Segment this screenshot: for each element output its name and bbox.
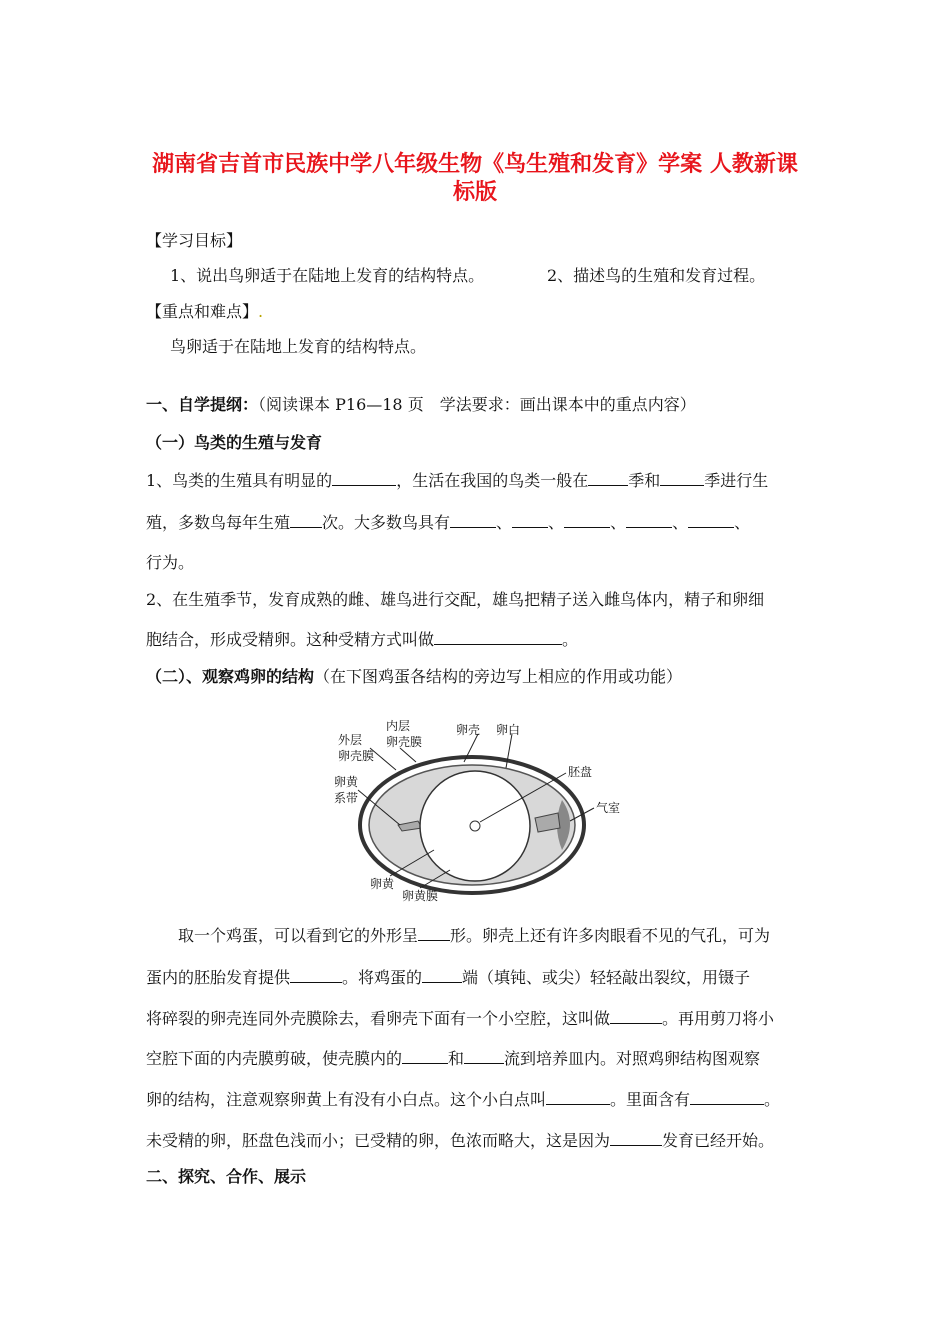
part1-q1-line1: 1、鸟类的生殖具有明显的 ，生活在我国的鸟类一般在 季和 季进行生	[146, 471, 769, 490]
label-disc: 胚盘	[568, 765, 593, 779]
germinal-disc	[470, 821, 480, 831]
blank[interactable]	[290, 968, 342, 983]
section2-heading: 二、探究、合作、展示	[146, 1167, 307, 1186]
blank[interactable]	[688, 513, 734, 528]
blank[interactable]	[660, 471, 704, 486]
goal-2: 2、描述鸟的生殖和发育过程。	[547, 266, 766, 285]
blank[interactable]	[626, 513, 672, 528]
blank[interactable]	[610, 1131, 662, 1146]
goals-header: 【学习目标】	[146, 231, 243, 250]
part2-heading: （二）、观察鸡卵的结构（在下图鸡蛋各结构的旁边写上相应的作用或功能）	[146, 667, 683, 686]
blank[interactable]	[422, 968, 462, 983]
para-line3: 将碎裂的卵壳连同外壳膜除去，看卵壳下面有一个小空腔，这叫做 。再用剪刀将小	[146, 1009, 775, 1028]
goal-1: 1、说出鸟卵适于在陆地上发育的结构特点。	[170, 266, 485, 285]
para-line4: 空腔下面的内壳膜剪破，使壳膜内的 和 流到培养皿内。对照鸡卵结构图观察	[146, 1049, 761, 1068]
label-inner1: 内层	[386, 719, 411, 733]
label-outer2: 卵壳膜	[338, 749, 375, 763]
blank[interactable]	[450, 513, 496, 528]
part1-heading: （一）鸟类的生殖与发育	[146, 433, 323, 452]
blank[interactable]	[434, 630, 562, 645]
label-chalaza1: 卵黄	[334, 775, 359, 789]
blank[interactable]	[512, 513, 548, 528]
blank[interactable]	[332, 471, 396, 486]
para-line6: 未受精的卵，胚盘色浅而小；已受精的卵，色浓而略大，这是因为 发育已经开始。	[146, 1131, 775, 1150]
blank[interactable]	[564, 513, 610, 528]
label-yolk: 卵黄	[370, 877, 395, 891]
doc-title-line2: 标版	[452, 180, 497, 205]
label-air: 气室	[596, 801, 621, 815]
blank[interactable]	[418, 926, 450, 941]
blank[interactable]	[402, 1049, 448, 1064]
part1-q1-line3: 行为。	[146, 553, 195, 572]
blank[interactable]	[690, 1090, 764, 1105]
key-points-header: 【重点和难点】.	[146, 302, 264, 321]
part1-q2-line1: 2、在生殖季节，发育成熟的雌、雄鸟进行交配，雄鸟把精子送入雌鸟体内，精子和卵细	[146, 590, 765, 609]
egg-structure-diagram	[330, 718, 630, 903]
para-line1: 取一个鸡蛋，可以看到它的外形呈 形。卵壳上还有许多肉眼看不见的气孔，可为	[178, 926, 771, 945]
label-shell: 卵壳	[456, 723, 481, 737]
doc-title-line1: 湖南省吉首市民族中学八年级生物《鸟生殖和发育》学案 人教新课	[152, 152, 798, 177]
part1-q2-line2: 胞结合，形成受精卵。这种受精方式叫做 。	[146, 630, 579, 649]
label-outer1: 外层	[338, 733, 363, 747]
blank[interactable]	[290, 513, 322, 528]
para-line5: 卵的结构，注意观察卵黄上有没有小白点。这个小白点叫 。里面含有 。	[146, 1090, 781, 1109]
label-chalaza2: 系带	[334, 791, 359, 805]
blank[interactable]	[610, 1009, 662, 1024]
label-yolk-membrane: 卵黄膜	[402, 889, 439, 903]
section1-heading: 一、自学提纲：（阅读课本 P16—18 页 学法要求：画出课本中的重点内容）	[146, 395, 696, 414]
blank[interactable]	[546, 1090, 610, 1105]
blank[interactable]	[588, 471, 628, 486]
para-line2: 蛋内的胚胎发育提供 。将鸡蛋的 端（填钝、或尖）轻轻敲出裂纹，用镊子	[146, 968, 751, 987]
part1-q1-line2: 殖，多数鸟每年生殖 次。大多数鸟具有 、 、 、 、 、	[146, 513, 751, 532]
label-inner2: 卵壳膜	[386, 735, 423, 749]
blank[interactable]	[464, 1049, 504, 1064]
key-points-text: 鸟卵适于在陆地上发育的结构特点。	[170, 337, 427, 356]
label-white: 卵白	[496, 723, 521, 737]
